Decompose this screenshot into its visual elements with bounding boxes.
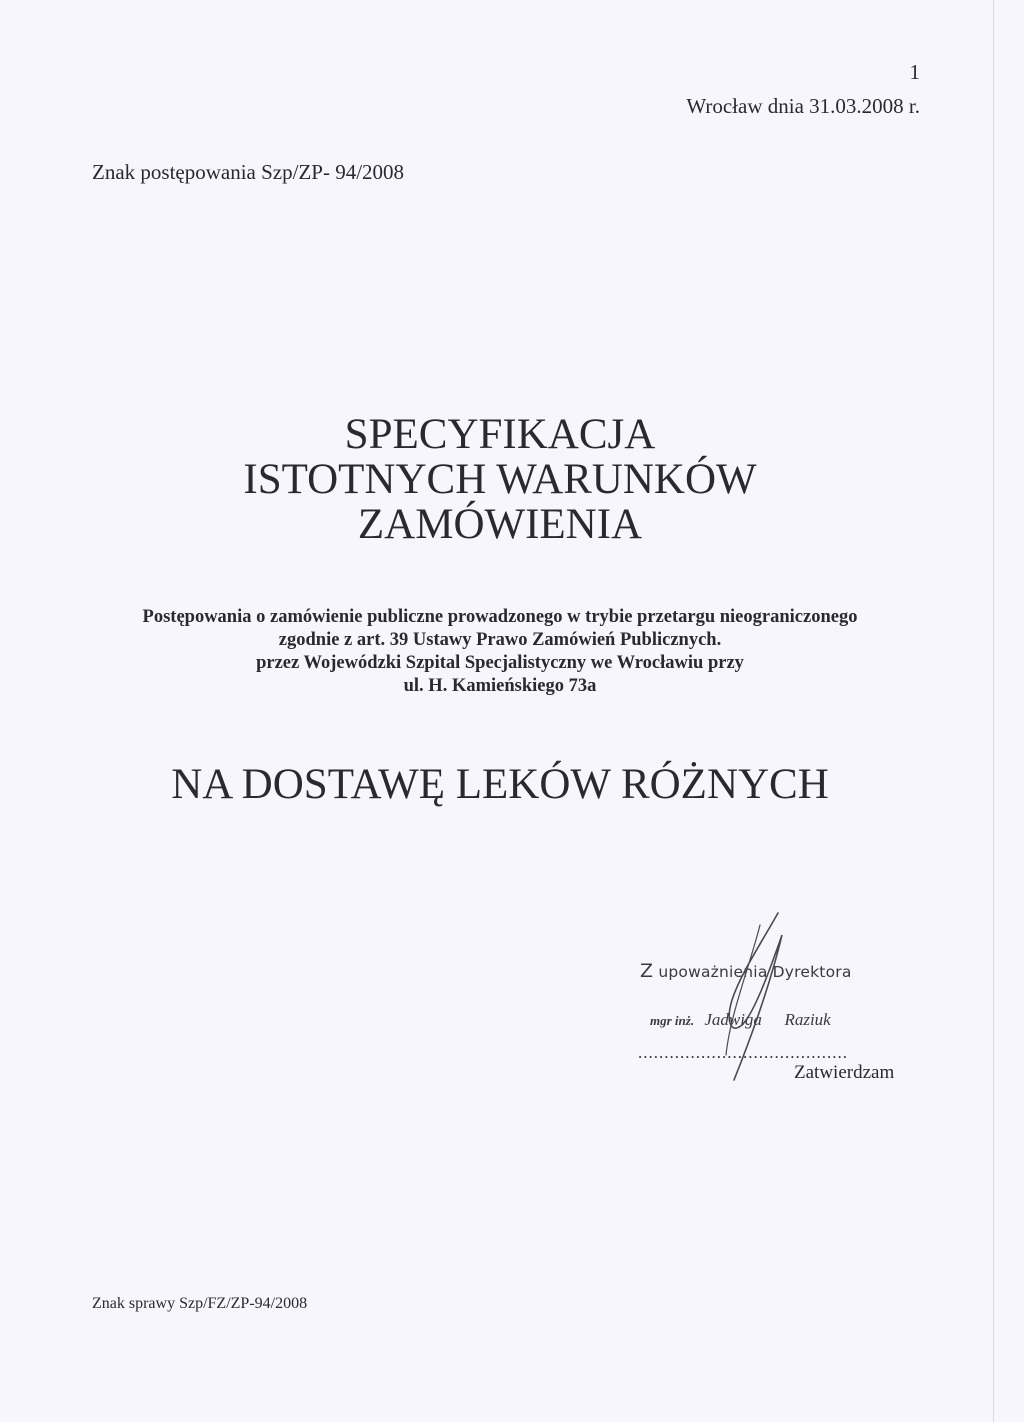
procedure-description [0, 606, 1000, 698]
signer-first-name: Jadwiga [704, 1010, 762, 1029]
procedure-line-4: ul. H. Kamieńskiego 73a [403, 676, 597, 696]
signer-title: mgr inż. [650, 1013, 695, 1028]
procurement-subject: NA DOSTAWĘ LEKÓW RÓŻNYCH [171, 761, 829, 808]
signature-dotted-line: ........................................ [638, 1043, 848, 1062]
handwritten-signature-icon [690, 905, 800, 1095]
procedure-line-1: Postępowania o zamówienie publiczne prowadzonego w trybie przetargu nieograniczonego [142, 607, 858, 627]
page-edge [993, 0, 994, 1422]
authorization-text: upoważnienia Dyrektora [658, 963, 852, 981]
document-title [0, 412, 1000, 547]
authorization-prefix: Z [640, 960, 654, 982]
title-line-2: ISTOTNYCH WARUNKÓW [243, 456, 757, 503]
procedure-line-2: zgodnie z art. 39 Ustawy Prawo Zamówień Publicznych. [278, 630, 722, 650]
title-line-1: SPECYFIKACJA [344, 411, 656, 458]
signer-last-name: Raziuk [784, 1010, 831, 1029]
procedure-line-3: przez Wojewódzki Szpital Specjalistyczny we Wrocławiu przy [256, 653, 744, 673]
case-reference-top: Znak postępowania Szp/ZP- 94/2008 [92, 160, 405, 184]
case-reference-bottom: Znak sprawy Szp/FZ/ZP-94/2008 [92, 1295, 308, 1312]
place-date: Wrocław dnia 31.03.2008 r. [686, 94, 920, 118]
approve-label: Zatwierdzam [794, 1062, 895, 1083]
title-line-3: ZAMÓWIENIA [357, 501, 643, 548]
page-number: 1 [909, 60, 920, 84]
